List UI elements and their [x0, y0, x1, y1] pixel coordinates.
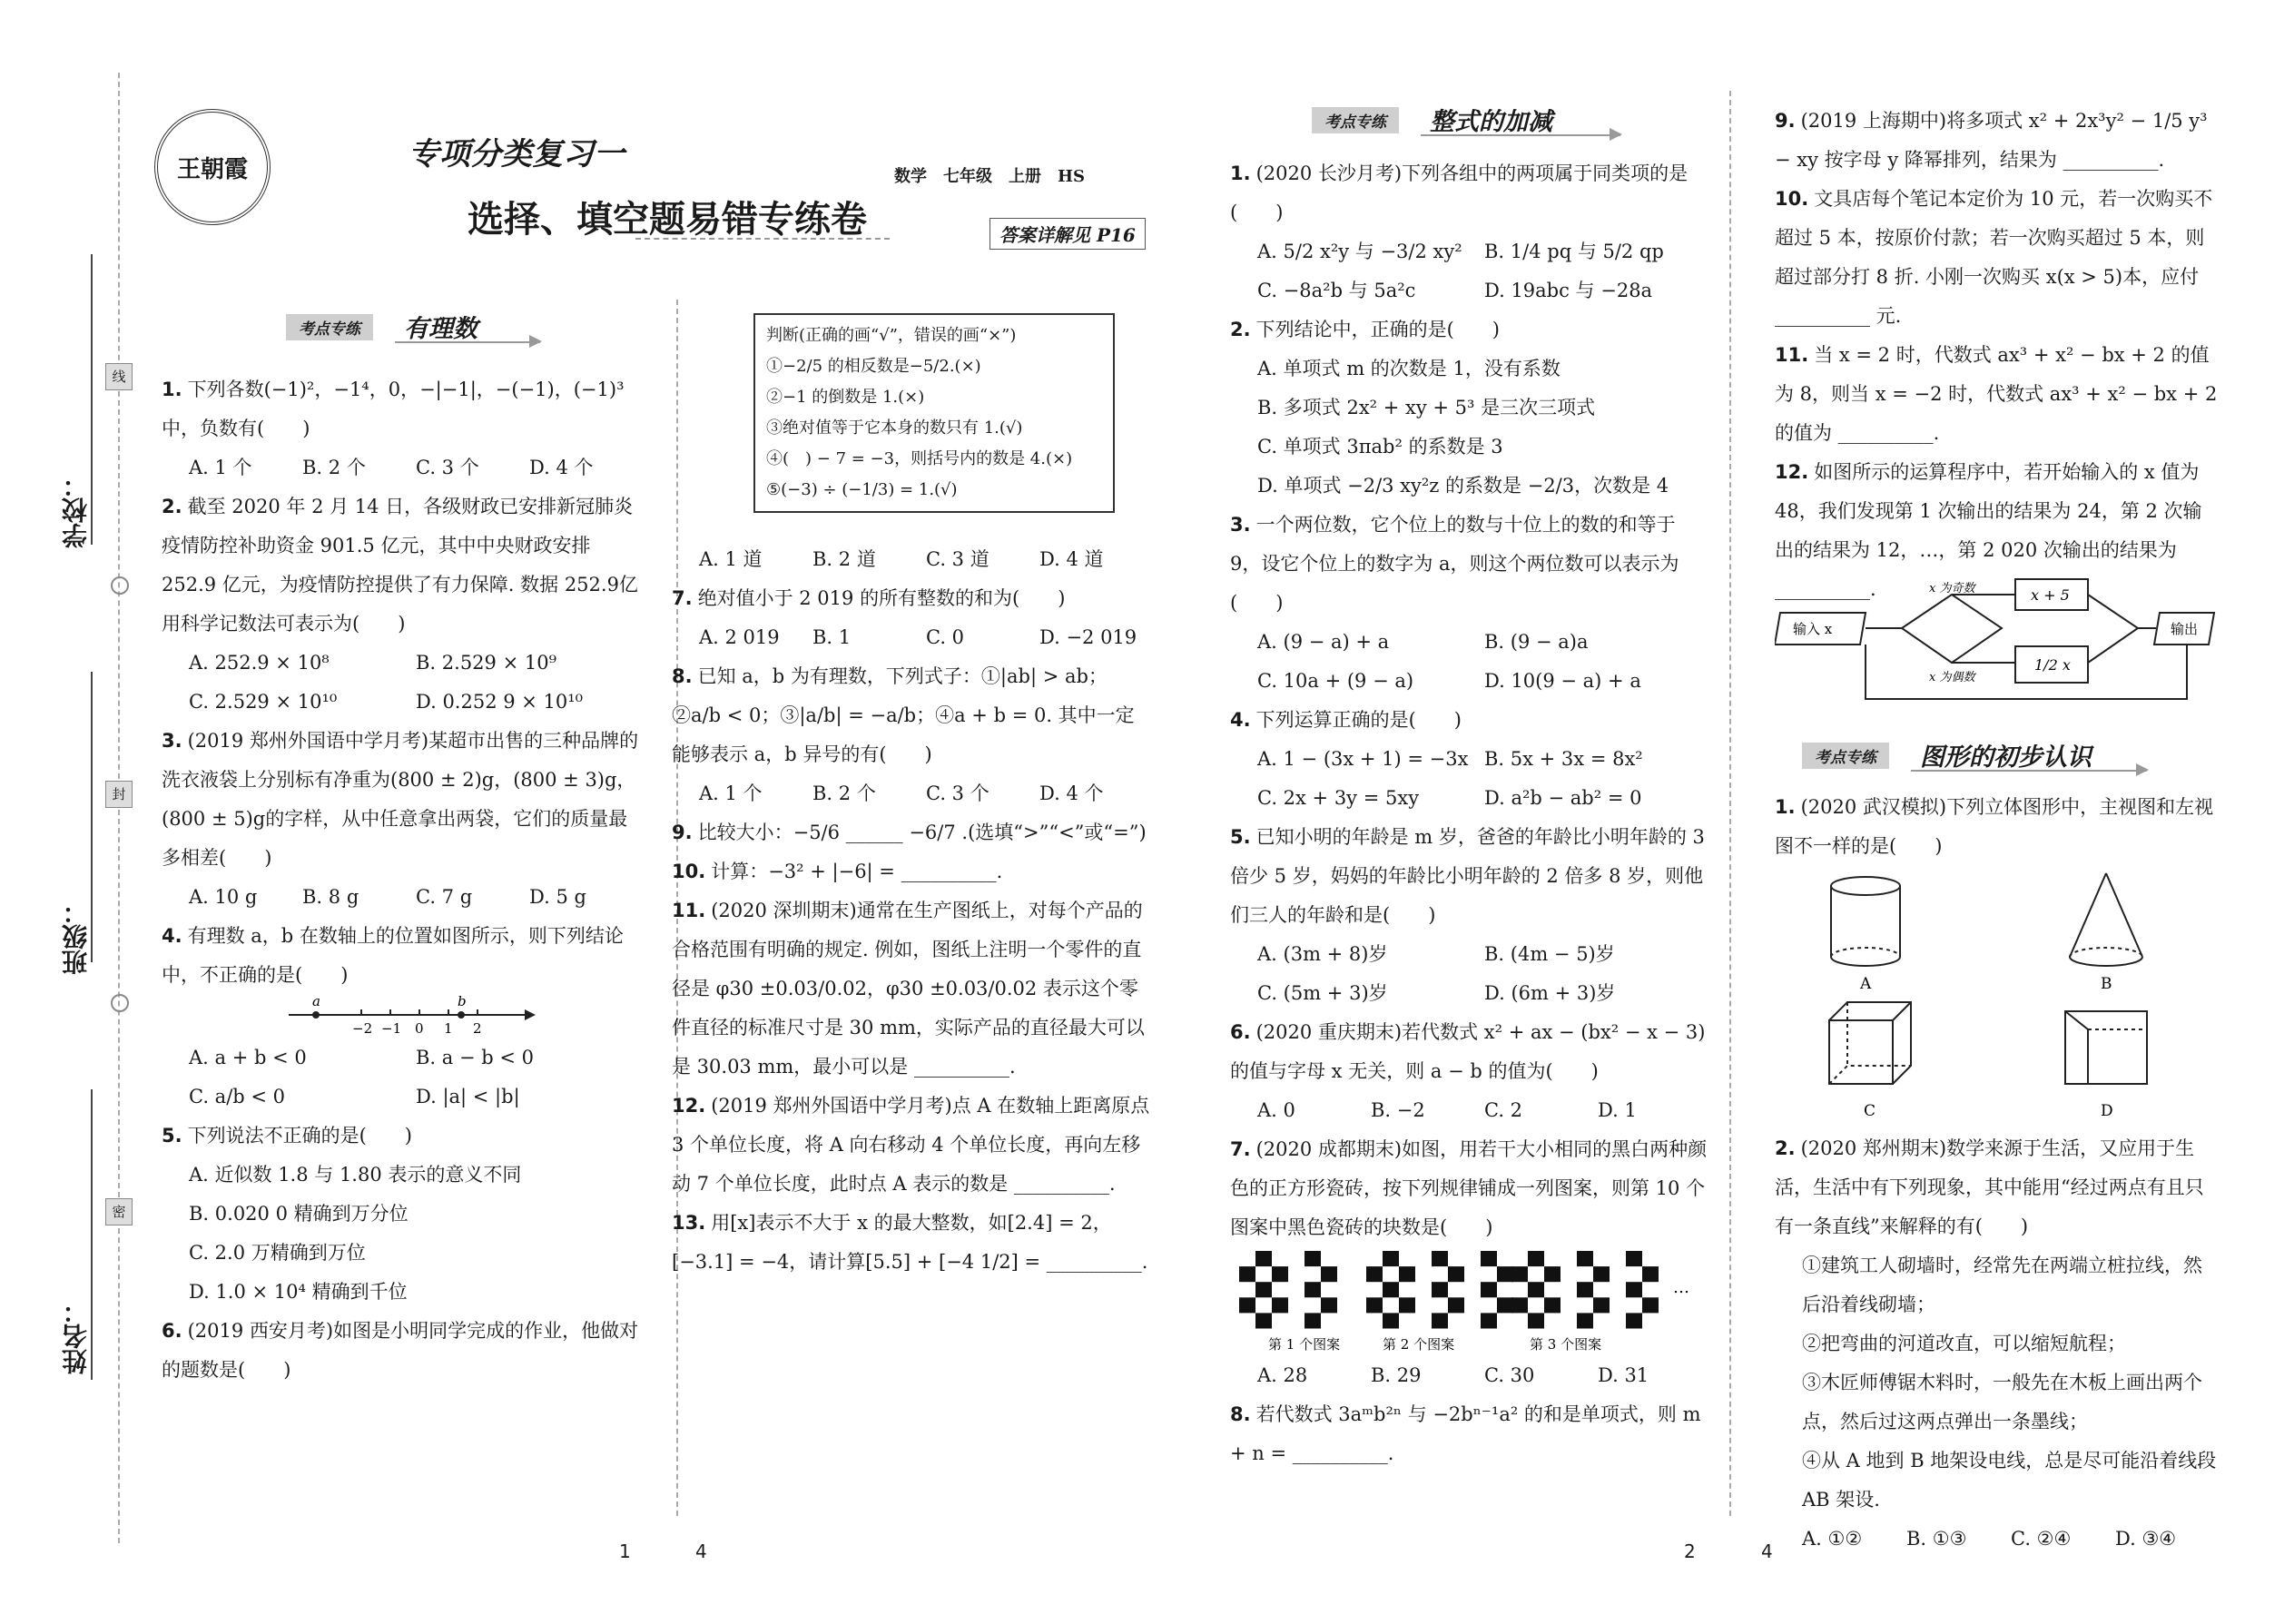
black-tile: [1383, 1282, 1399, 1297]
option-5c: C. 2.0 万精确到万位: [189, 1242, 366, 1264]
options-4: A. a + b < 0 B. a − b < 0: [189, 1047, 534, 1068]
question-4: 4. 有理数 a，b 在数轴上的位置如图所示，则下列结论中，不正确的是( ): [162, 925, 624, 986]
black-tile: [1528, 1313, 1544, 1328]
option-5b: B. 0.020 0 精确到万分位: [189, 1203, 409, 1225]
question-13: 13. 用[x]表示不大于 x 的最大整数，如[2.4] = 2，[−3.1] = −4，请计算[5.5] + [−4 1/2] = __________.: [672, 1212, 1148, 1273]
section-rational: [286, 309, 540, 345]
section-geometry: [1802, 737, 2147, 773]
school-label: 学校：: [61, 472, 91, 548]
figure-label: C: [1864, 1102, 1876, 1120]
option-5a: A. 近似数 1.8 与 1.80 表示的意义不同: [189, 1164, 522, 1186]
black-tile: [1305, 1251, 1321, 1266]
section-tag: 考点专练: [286, 314, 373, 340]
black-tile: [1626, 1251, 1642, 1266]
black-tile: [1481, 1251, 1497, 1266]
black-tile: [1305, 1313, 1321, 1328]
homework-box: [753, 313, 1115, 513]
black-tile: [1255, 1313, 1272, 1328]
black-tile: [1272, 1266, 1288, 1282]
black-tile: [1577, 1251, 1593, 1266]
phenomenon-2: ②把弯曲的河道改直，可以缩短航程；: [1802, 1333, 2126, 1354]
question-12: 12. 如图所示的运算程序中，若开始输入的 x 值为 48，我们发现第 1 次输出的结果为 24，第 2 次输出的结果为 12，…，第 2 020 次输出的结果为 __________.: [1775, 461, 2202, 600]
section-tag: 考点专练: [1312, 107, 1399, 133]
tick-label: 1: [444, 1020, 453, 1037]
page-number: 2: [1684, 1540, 1696, 1562]
black-tile: [1432, 1282, 1448, 1297]
option-2a: A. 单项式 m 的次数是 1，没有系数: [1257, 358, 1561, 379]
question-9: 9. 比较大小：−5/6 ______ −6/7 .(选填“>”“<”或“=”): [672, 822, 1147, 843]
options-5b: C. (5m + 3)岁 D. (6m + 3)岁: [1257, 982, 1616, 1004]
section-title: 整式的加减: [1430, 108, 1552, 136]
question-6: 6. (2020 重庆期末)若代数式 x² + ax − (bx² − x − 3)的值与字母 x 无关，则 a − b 的值为( ): [1230, 1021, 1706, 1082]
black-tile: [1511, 1266, 1528, 1282]
black-tile: [1321, 1297, 1337, 1313]
question-7: 7. 绝对值小于 2 019 的所有整数的和为( ): [672, 587, 1066, 609]
question-4: 4. 下列运算正确的是( ): [1230, 709, 1462, 731]
options-1b: C. −8a²b 与 5a²c D. 19abc 与 −28a: [1257, 280, 1653, 301]
question-10: 10. 计算：−3² + |−6| = __________.: [672, 861, 1003, 882]
black-tile: [1497, 1266, 1513, 1282]
question-2: 2. 下列结论中，正确的是( ): [1230, 319, 1500, 340]
page-number: 4: [1761, 1540, 1773, 1562]
column-2: [672, 540, 1153, 1282]
flow-half: 1/2 x: [2034, 656, 2071, 674]
black-tile: [1593, 1266, 1610, 1282]
seal-tag-1: 线: [105, 363, 133, 390]
tick-label: 0: [415, 1020, 424, 1037]
question-11: 11. (2020 深圳期末)通常在生产图纸上，对每个产品的合格范围有明确的规定. 例如，图纸上注明一个零件的直径是 φ30 ±0.03/0.02，φ30 ±0.03/0.02 表示这个零件直径的标准尺寸是 30 mm，实际产品的直径最大可以是 30.03 mm，最小可以是 __________.: [672, 900, 1145, 1078]
phenomenon-1: ①建筑工人砌墙时，经常先在两端立桩拉线，然后沿着线砌墙；: [1802, 1255, 2202, 1315]
question-3: 3. (2019 郑州外国语中学月考)某超市出售的三种品牌的洗衣液袋上分别标有净重为(800 ± 2)g，(800 ± 3)g，(800 ± 5)g的字样，从中任意拿出两袋，它们的质量最多相差( ): [162, 730, 639, 869]
options-4b: C. 2x + 3y = 5xy D. a²b − ab² = 0: [1257, 787, 1642, 809]
tiles-ellipsis: …: [1673, 1278, 1689, 1297]
black-tile: [1432, 1251, 1448, 1266]
question-11: 11. 当 x = 2 时，代数式 ax³ + x² − bx + 2 的值为 8，则当 x = −2 时，代数式 ax³ + x² − bx + 2 的值为 __________.: [1775, 344, 2218, 444]
column-4-top: [1775, 102, 2220, 609]
question-6: 6. (2019 西安月考)如图是小明同学完成的作业，他做对的题数是( ): [162, 1320, 639, 1381]
question-1: 1. (2020 长沙月考)下列各组中的两项属于同类项的是( ): [1230, 162, 1689, 223]
question-7: 7. (2020 成都期末)如图，用若干大小相同的黑白两种颜色的正方形瓷砖，按下列规律铺成一列图案，则第 10 个图案中黑色瓷砖的块数是( ): [1230, 1138, 1708, 1238]
figure-label: A: [1860, 975, 1872, 993]
point-b-label: b: [458, 995, 467, 1009]
subject-info: 数学 七年级 上册 HS: [894, 167, 1086, 186]
options-7: A. 2 019 B. 1 C. 0 D. −2 019: [699, 626, 1137, 648]
options-2: A. 252.9 × 10⁸ B. 2.529 × 10⁹: [189, 652, 556, 674]
options-1: A. 1 个 B. 2 个 C. 3 个 D. 4 个: [189, 457, 594, 478]
tile-label: 第 1 个图案: [1268, 1336, 1341, 1353]
point-a-label: a: [312, 995, 320, 1009]
homework-item: ③绝对值等于它本身的数只有 1.(√): [766, 418, 1023, 438]
black-tile: [1448, 1266, 1464, 1282]
options-3: A. 10 g B. 8 g C. 7 g D. 5 g: [189, 886, 586, 908]
black-tile: [1432, 1313, 1448, 1328]
option-5d: D. 1.0 × 10⁴ 精确到千位: [189, 1281, 408, 1303]
question-3: 3. 一个两位数，它个位上的数与十位上的数的和等于 9，设它个位上的数字为 a，则这个两位数可以表示为( ): [1230, 514, 1679, 614]
black-tile: [1239, 1266, 1255, 1282]
page-number: 1: [619, 1540, 631, 1562]
flow-even: x 为偶数: [1929, 671, 1975, 684]
black-tile: [1272, 1297, 1288, 1313]
black-tile: [1321, 1266, 1337, 1282]
question-5: 5. 已知小明的年龄是 m 岁，爸爸的年龄比小明年龄的 3 倍少 5 岁，妈妈的年龄比小明年龄的 2 倍多 8 岁，则他们三人的年龄和是( ): [1230, 826, 1705, 926]
options-6: A. 0 B. −2 C. 2 D. 1: [1257, 1099, 1637, 1121]
question-8: 8. 已知 a，b 为有理数，下列式子：①|ab| > ab；②a/b < 0；③|a/b| = −a/b；④a + b = 0. 其中一定能够表示 a，b 异号的有( ): [672, 665, 1135, 765]
phenomenon-3: ③木匠师傅锯木料时，一般先在木板上画出两个点，然后过这两点弹出一条墨线；: [1802, 1372, 2202, 1432]
column-divider: [1729, 91, 1731, 1516]
name-label: 姓名：: [61, 1298, 91, 1374]
question-10: 10. 文具店每个笔记本定价为 10 元，若一次购买不超过 5 本，按原价付款；若一次购买超过 5 本，则超过部分打 8 折. 小刚一次购买 x(x > 5)本，应付 __________ 元.: [1775, 188, 2213, 327]
binding-hole: [111, 576, 129, 595]
black-tile: [1528, 1251, 1544, 1266]
options-8: A. 1 个 B. 2 个 C. 3 个 D. 4 个: [699, 782, 1104, 804]
tick-label: −2: [352, 1020, 373, 1037]
figure-label: D: [2101, 1102, 2113, 1120]
series-title: 专项分类复习一: [409, 136, 625, 172]
black-tile: [1305, 1282, 1321, 1297]
black-tile: [1497, 1297, 1513, 1313]
question-12: 12. (2019 郑州外国语中学月考)点 A 在数轴上距离原点 3 个单位长度，将 A 向右移动 4 个单位长度，再向左移动 7 个单位长度，此时点 A 表示的数是 __________.: [672, 1095, 1150, 1195]
black-tile: [1239, 1297, 1255, 1313]
tile-label: 第 3 个图案: [1530, 1336, 1602, 1353]
binding-hole: [111, 994, 129, 1012]
column-3: [1230, 154, 1711, 1473]
options-2b: C. 2.529 × 10¹⁰ D. 0.252 9 × 10¹⁰: [189, 691, 584, 713]
tick-label: −1: [381, 1020, 402, 1037]
black-tile: [1626, 1313, 1642, 1328]
black-tile: [1642, 1266, 1659, 1282]
phenomenon-4: ④从 A 地到 B 地架设电线，总是尽可能沿着线段 AB 架设.: [1802, 1450, 2217, 1511]
question-1: 1. 下列各数(−1)²，−1⁴，0，−|−1|，−(−1)，(−1)³ 中，负数有( ): [162, 379, 625, 439]
logo-text: 王朝霞: [176, 155, 248, 183]
geometry-question-2: 2. (2020 郑州期末)数学来源于生活，又应用于生活，生活中有下列现象，其中能用“经过两点有且只有一条直线”来解释的有( ): [1775, 1137, 2204, 1237]
black-tile: [1448, 1297, 1464, 1313]
page-title: 选择、填空题易错专练卷: [468, 198, 867, 241]
black-tile: [1255, 1282, 1272, 1297]
options-3: A. (9 − a) + a B. (9 − a)a: [1257, 631, 1589, 653]
black-tile: [1642, 1297, 1659, 1313]
question-2: 2. 截至 2020 年 2 月 14 日，各级财政已安排新冠肺炎疫情防控补助资金 901.5 亿元，其中中央财政安排 252.9 亿元，为疫情防控提供了有力保障. 数据 252.9亿用科学记数法可表示为( ): [162, 496, 638, 635]
options-1: A. 5/2 x²y 与 −3/2 xy² B. 1/4 pq 与 5/2 qp: [1257, 241, 1664, 262]
answer-ref: 答案详解见 P16: [989, 218, 1146, 250]
tick-label: 2: [473, 1020, 482, 1037]
header-dash: [635, 238, 890, 240]
black-tile: [1626, 1282, 1642, 1297]
options-4b: C. a/b < 0 D. |a| < |b|: [189, 1086, 520, 1107]
column-4-geo: [1775, 788, 2220, 1559]
option-2d: D. 单项式 −2/3 xy²z 的系数是 −2/3，次数是 4: [1257, 475, 1669, 497]
black-tile: [1528, 1282, 1544, 1297]
black-tile: [1366, 1266, 1383, 1282]
section-arrow: [1421, 134, 1620, 136]
tile-label: 第 2 个图案: [1383, 1336, 1455, 1353]
section-arrow: [1911, 770, 2147, 772]
binding-line: [118, 73, 120, 1543]
logo: [154, 109, 271, 225]
homework-item: ②−1 的倒数是 1.(×): [766, 388, 925, 407]
column-1: [162, 370, 643, 1390]
options-7: A. 28 B. 29 C. 30 D. 31: [1257, 1364, 1649, 1386]
black-tile: [1577, 1282, 1593, 1297]
number-line: [162, 995, 634, 1038]
section-polynomial: [1312, 102, 1620, 138]
section-arrow: [395, 341, 540, 343]
flow-input: 输入 x: [1793, 621, 1833, 637]
question-5: 5. 下列说法不正确的是( ): [162, 1125, 412, 1147]
black-tile: [1383, 1313, 1399, 1328]
black-tile: [1366, 1297, 1383, 1313]
geometry-question-1: 1. (2020 武汉模拟)下列立体图形中，主视图和左视图不一样的是( ): [1775, 796, 2214, 857]
flow-odd: x 为奇数: [1929, 582, 1975, 595]
homework-item: ⑤(−3) ÷ (−1/3) = 1.(√): [766, 480, 958, 499]
tile-patterns: [1230, 1247, 1711, 1356]
figure-label: B: [2101, 975, 2112, 993]
class-label: 班级：: [61, 899, 91, 975]
options-3b: C. 10a + (9 − a) D. 10(9 − a) + a: [1257, 670, 1641, 692]
options-6: A. 1 道 B. 2 道 C. 3 道 D. 4 道: [699, 548, 1104, 570]
flow-output: 输出: [2171, 621, 2199, 637]
flowchart: [1775, 572, 2220, 708]
black-tile: [1399, 1266, 1415, 1282]
flow-plus: x + 5: [2031, 586, 2070, 604]
seal-tag-2: 封: [105, 781, 133, 808]
black-tile: [1255, 1251, 1272, 1266]
black-tile: [1481, 1313, 1497, 1328]
homework-item: ①−2/5 的相反数是−5/2.(×): [766, 357, 981, 376]
black-tile: [1544, 1266, 1561, 1282]
section-tag: 考点专练: [1802, 743, 1889, 769]
options-4: A. 1 − (3x + 1) = −3x B. 5x + 3x = 8x²: [1257, 748, 1643, 770]
seal-tag-3: 密: [105, 1198, 133, 1225]
question-9: 9. (2019 上海期中)将多项式 x² + 2x³y² − 1/5 y³ − xy 按字母 y 降幂排列，结果为 __________.: [1775, 110, 2208, 171]
black-tile: [1577, 1313, 1593, 1328]
option-2b: B. 多项式 2x² + xy + 5³ 是三次三项式: [1257, 397, 1596, 418]
black-tile: [1399, 1297, 1415, 1313]
option-2c: C. 单项式 3πab² 的系数是 3: [1257, 436, 1503, 458]
black-tile: [1511, 1297, 1528, 1313]
black-tile: [1383, 1251, 1399, 1266]
black-tile: [1544, 1297, 1561, 1313]
page-number: 4: [695, 1540, 707, 1562]
black-tile: [1481, 1282, 1497, 1297]
solid-figures: [1775, 866, 2220, 1129]
section-title: 有理数: [404, 315, 478, 343]
section-title: 图形的初步认识: [1920, 743, 2092, 772]
options-5: A. (3m + 8)岁 B. (4m − 5)岁: [1257, 943, 1615, 965]
question-8: 8. 若代数式 3aᵐb²ⁿ 与 −2bⁿ⁻¹a² 的和是单项式，则 m + n = __________.: [1230, 1403, 1701, 1464]
homework-item: ④( ) − 7 = −3，则括号内的数是 4.(×): [766, 449, 1073, 468]
homework-title: 判断(正确的画“√”，错误的画“×”): [766, 326, 1017, 345]
options-geo-2: A. ①② B. ①③ C. ②④ D. ③④: [1802, 1528, 2177, 1550]
black-tile: [1593, 1297, 1610, 1313]
